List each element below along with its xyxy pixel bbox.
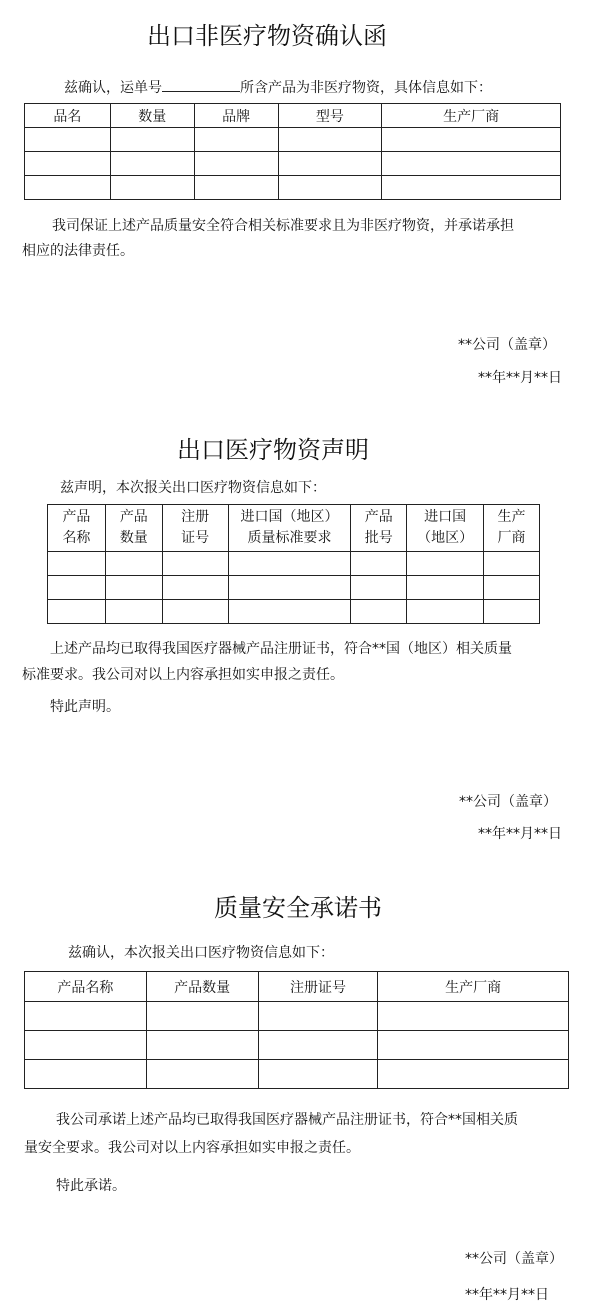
table-cell [194,152,278,176]
doc2-header-line: 产品 [119,509,148,525]
table-cell [228,552,351,576]
table-row [48,600,540,624]
table-cell [228,600,351,624]
doc3-header-cell: 注册证号 [258,972,378,1002]
doc1-header-cell: 数量 [110,104,194,128]
doc2-header-cell [484,505,540,552]
doc2-header-line: 质量标准要求 [247,530,332,546]
doc2-header-line: 注册 [181,509,210,525]
table-cell [25,1060,147,1089]
table-row [48,576,540,600]
doc3-header-cell: 生产厂商 [378,972,569,1002]
table-cell [407,600,484,624]
table-row [25,1060,569,1089]
table-cell [378,1060,569,1089]
table-cell [162,600,228,624]
doc1-header-cell: 品牌 [194,104,278,128]
table-cell [484,576,540,600]
doc3-header-cell: 产品数量 [146,972,258,1002]
doc3-intro: 兹确认，本次报关出口医疗物资信息如下： [68,945,334,961]
table-cell [382,176,561,200]
doc1-intro-before: 兹确认，运单号 [64,80,162,96]
table-cell [48,552,106,576]
doc2-header-cell [351,505,407,552]
table-cell [48,576,106,600]
table-row [25,152,561,176]
table-cell [378,1002,569,1031]
table-row [25,1031,569,1060]
table-cell [484,600,540,624]
doc1-header-cell: 品名 [25,104,111,128]
doc2-header-row [48,505,540,552]
table-cell [162,576,228,600]
doc3-body-line1: 我公司承诺上述产品均已取得我国医疗器械产品注册证书，符合**国相关质 [56,1112,518,1128]
doc3-header-row [25,972,569,1002]
table-cell [407,552,484,576]
doc1-company-seal: **公司（盖章） [458,337,556,353]
doc2-special-statement: 特此声明。 [50,699,120,715]
table-cell [105,552,162,576]
doc1-header-cell: 生产厂商 [382,104,561,128]
doc2-company-seal: **公司（盖章） [459,794,557,810]
table-cell [278,152,382,176]
doc1-title: 出口非医疗物资确认函 [147,22,387,50]
table-cell [278,128,382,152]
table-row [48,552,540,576]
doc2-header-line: 批号 [364,530,393,546]
doc2-body-line1: 上述产品均已取得我国医疗器械产品注册证书，符合**国（地区）相关质量 [50,641,512,657]
doc2-header-cell [48,505,106,552]
table-cell [194,128,278,152]
doc3-title: 质量安全承诺书 [214,894,382,922]
doc1-intro-after: 所含产品为非医疗物资，具体信息如下： [240,80,492,96]
table-cell [228,576,351,600]
doc2-header-line: （地区） [417,530,474,546]
doc2-header-cell [162,505,228,552]
table-cell [146,1031,258,1060]
doc3-header-cell: 产品名称 [25,972,147,1002]
table-cell [258,1002,378,1031]
doc2-header-line: 进口国（地区） [240,509,339,525]
doc2-title: 出口医疗物资声明 [177,436,369,464]
table-cell [351,600,407,624]
doc1-header-row [25,104,561,128]
table-cell [110,176,194,200]
table-cell [484,552,540,576]
table-cell [382,152,561,176]
doc3-date: **年**月**日 [465,1287,549,1303]
doc2-body-line2: 标准要求。我公司对以上内容承担如实申报之责任。 [22,667,344,683]
table-cell [105,576,162,600]
doc1-table [24,103,561,200]
table-cell [48,600,106,624]
doc3-table [24,971,569,1089]
table-cell [110,152,194,176]
doc2-header-line: 证号 [181,530,210,546]
doc1-date: **年**月**日 [478,370,562,386]
table-cell [407,576,484,600]
table-cell [278,176,382,200]
table-cell [110,128,194,152]
doc1-body-line2: 相应的法律责任。 [22,243,134,259]
table-cell [25,176,111,200]
doc1-intro [64,77,492,97]
table-cell [25,128,111,152]
table-cell [25,1031,147,1060]
doc2-header-line: 进口国 [424,509,467,525]
table-cell [146,1060,258,1089]
doc2-header-line: 产品 [62,509,91,525]
doc1-header-cell: 型号 [278,104,382,128]
table-cell [258,1031,378,1060]
table-cell [146,1002,258,1031]
doc2-header-line: 厂商 [497,530,526,546]
doc1-body-line1: 我司保证上述产品质量安全符合相关标准要求且为非医疗物资，并承诺承担 [52,218,514,234]
table-cell [378,1031,569,1060]
table-cell [25,1002,147,1031]
doc2-header-line: 生产 [497,509,526,525]
doc2-header-line: 数量 [119,530,148,546]
table-row [25,128,561,152]
table-cell [194,176,278,200]
table-cell [351,576,407,600]
table-row [25,1002,569,1031]
doc2-header-line: 产品 [364,509,393,525]
doc2-intro: 兹声明，本次报关出口医疗物资信息如下： [60,480,326,496]
doc3-company-seal: **公司（盖章） [465,1251,563,1267]
table-cell [25,152,111,176]
table-cell [105,600,162,624]
table-cell [351,552,407,576]
doc2-date: **年**月**日 [478,826,562,842]
doc2-header-cell [407,505,484,552]
doc2-header-cell [105,505,162,552]
doc3-body-line2: 量安全要求。我公司对以上内容承担如实申报之责任。 [24,1140,360,1156]
doc2-table [47,504,540,624]
doc3-special-statement: 特此承诺。 [56,1178,126,1194]
table-row [25,176,561,200]
table-cell [258,1060,378,1089]
doc2-header-line: 名称 [62,530,91,546]
doc2-header-cell [228,505,351,552]
table-cell [382,128,561,152]
table-cell [162,552,228,576]
waybill-blank [162,78,240,92]
